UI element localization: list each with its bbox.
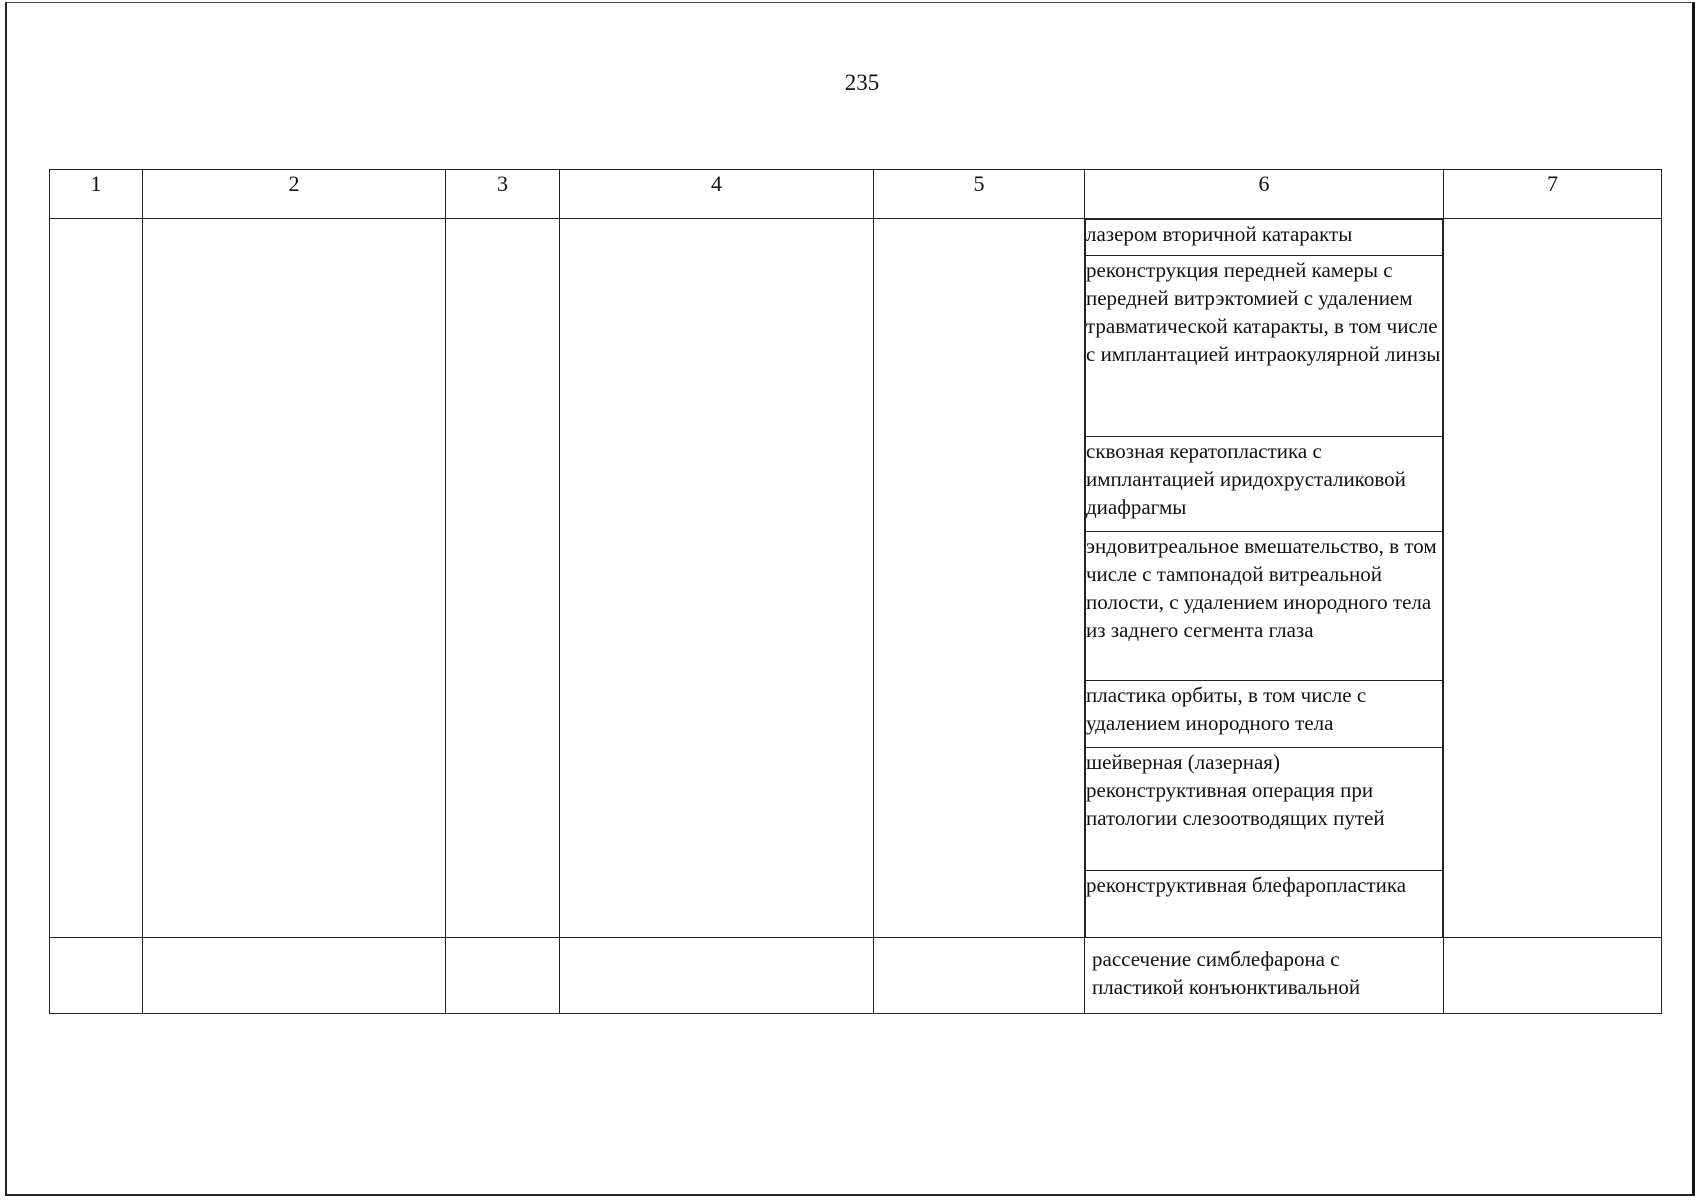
procedure-list — [1085, 219, 1443, 937]
header-col-3: 3 — [446, 170, 560, 219]
cell-col-5 — [874, 219, 1085, 938]
cell-col-2 — [143, 219, 446, 938]
header-col-1: 1 — [50, 170, 143, 219]
header-col-6: 6 — [1085, 170, 1444, 219]
cell-col-7 — [1444, 219, 1662, 938]
procedure-item: пластика орбиты, в том числе с удалением инородного тела — [1086, 681, 1443, 748]
table-row — [50, 938, 1662, 1014]
procedure-item: лазером вторичной катаракты — [1086, 220, 1443, 256]
header-col-2: 2 — [143, 170, 446, 219]
data-table — [49, 169, 1662, 1014]
cell-col-3 — [446, 938, 560, 1014]
header-col-4: 4 — [560, 170, 874, 219]
procedure-item: эндовитреальное вмешательство, в том числе с тампонадой витреальной полости, с удалением инородного тела из заднего сегмента глаза — [1086, 532, 1443, 681]
header-col-5: 5 — [874, 170, 1085, 219]
procedure-item: реконструкция передней камеры с передней витрэктомией с удалением травматической катаракты, в том числе с имплантацией интраокулярной линзы — [1086, 256, 1443, 437]
cell-col-1 — [50, 219, 143, 938]
procedure-item: реконструктивная блефаропластика — [1086, 871, 1443, 938]
procedure-item: шейверная (лазерная) реконструктивная операция при патологии слезоотводящих путей — [1086, 748, 1443, 871]
table-row — [50, 219, 1662, 938]
cell-col-1 — [50, 938, 143, 1014]
page-number: 235 — [844, 70, 880, 95]
procedure-item: рассечение симблефарона с пластикой конъюнктивальной — [1085, 938, 1444, 1014]
header-col-7: 7 — [1444, 170, 1662, 219]
cell-col-4 — [560, 219, 874, 938]
cell-col-4 — [560, 938, 874, 1014]
cell-col-2 — [143, 938, 446, 1014]
header-row — [50, 170, 1662, 219]
cell-col-6-group — [1085, 219, 1444, 938]
cell-col-7 — [1444, 938, 1662, 1014]
procedure-item: сквозная кератопластика с имплантацией иридохрусталиковой диафрагмы — [1086, 437, 1443, 532]
cell-col-5 — [874, 938, 1085, 1014]
cell-col-3 — [446, 219, 560, 938]
